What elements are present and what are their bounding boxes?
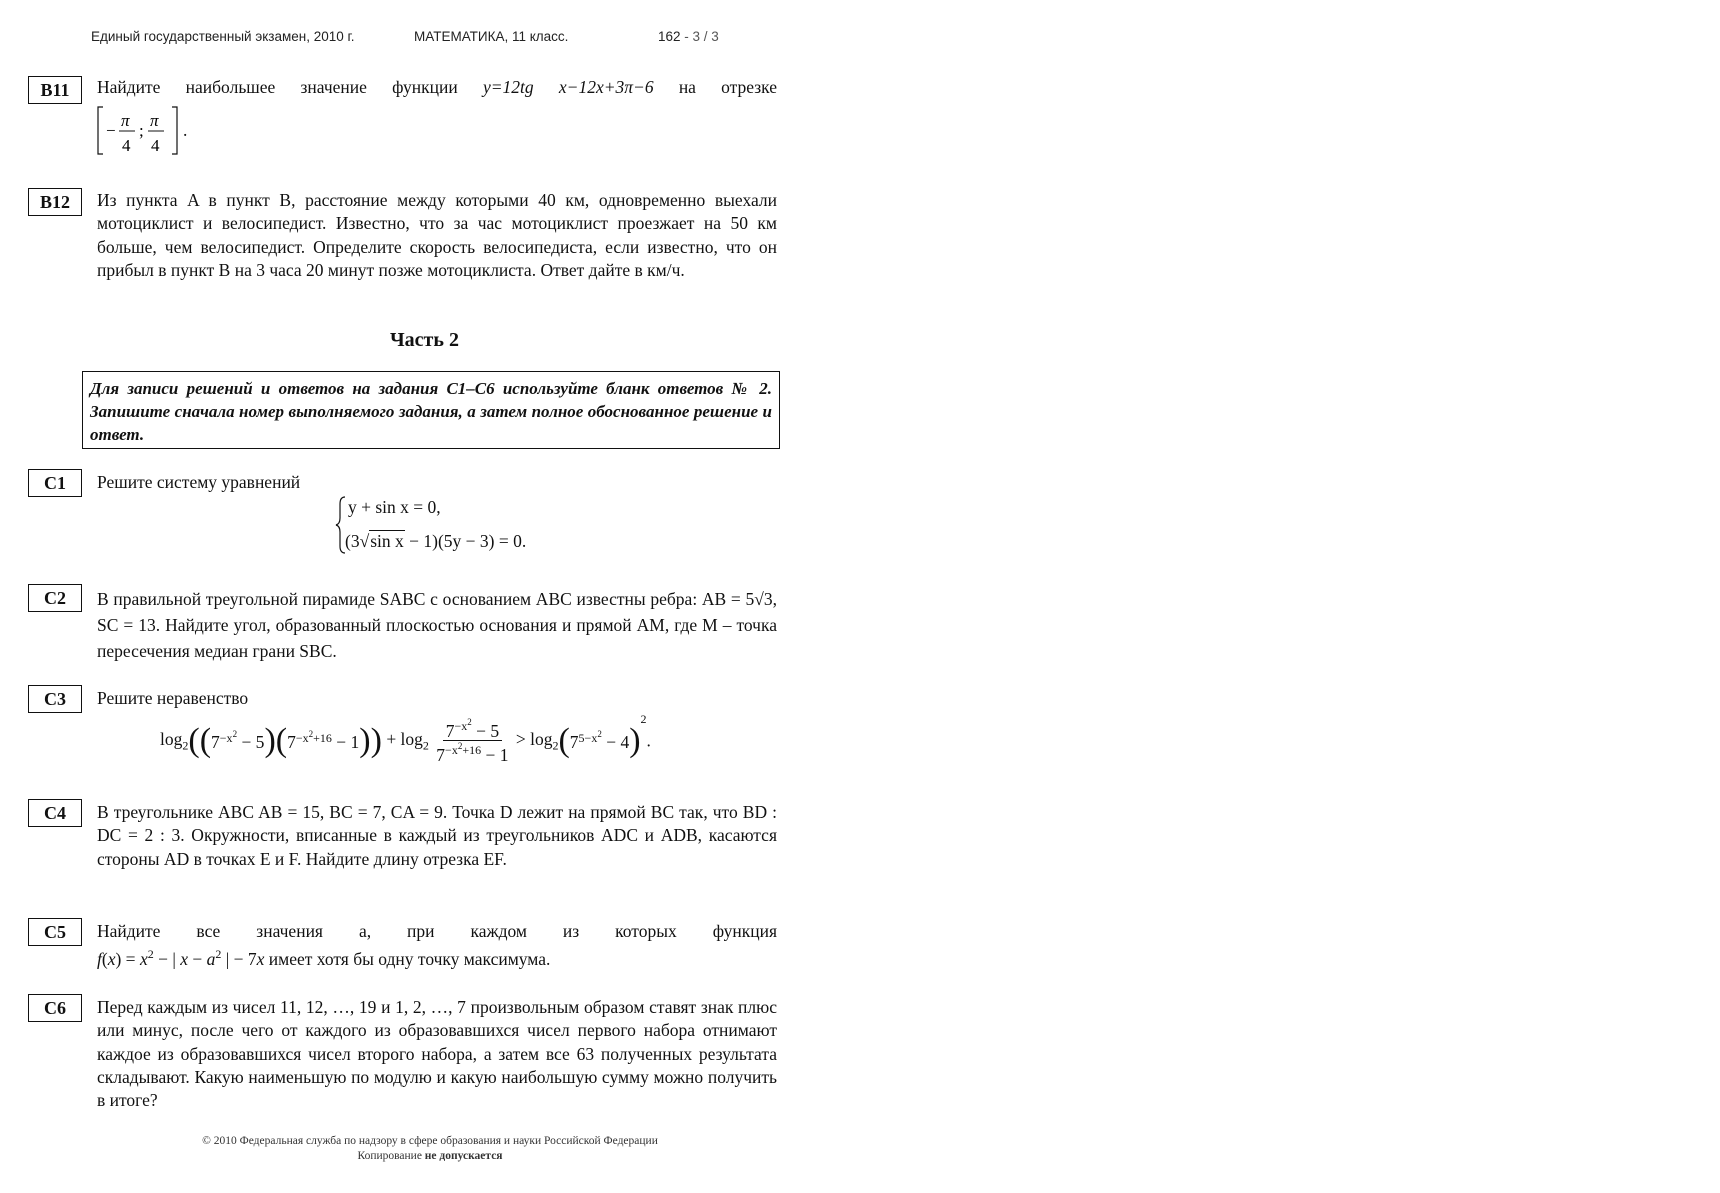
c3-inequality: $\log_2((7^{-x^2} - 5)(7^{-x^2+16} - 1)) + \log_2$ $\frac{7^{-x^2} - 5}{7^{-x^2+16} - 1}$ > $\log_2(7^{5-x^2} - 4)^2$. <box>160 712 651 766</box>
task-b12-text: Из пункта A в пункт B, расстояние между которыми 40 км, одновременно выехали мотоциклист и велосипедист. Известно, что за час мотоциклист проезжает на 50 км больше, чем велосипедист. Определите скорость велосипедиста, если известно, что он прибыл в пункт B на 3 часа 20 минут позже мотоциклиста. Ответ дайте в км/ч. <box>97 190 777 280</box>
c1-eq2-prefix: (3 <box>345 531 360 551</box>
footer-copy-bold: не допускается <box>424 1150 503 1162</box>
svg-text:−: − <box>106 121 116 140</box>
task-c6-text: Перед каждым из чисел 11, 12, …, 19 и 1, 2, …, 7 произвольным образом ставят знак плюс или минус, после чего от каждого из образовавшихся чисел первого набора отнимают каждое из образовавшихся чисел второго набора, а затем все 63 полученных результата складывают. Какую наименьшую по модулю и какую наибольшую сумму можно получить в итоге? <box>97 997 777 1111</box>
page-number: 162 <box>658 29 681 44</box>
task-label-c2: C2 <box>28 584 82 612</box>
c5-line2: $f(x) = x^2$ − | $x - a^2$ | − 7x имеет хотя бы одну точку максимума. <box>97 947 551 969</box>
task-c5-line1: Найдите все значения a, при каждом из которых функция <box>97 921 777 941</box>
task-label-b11: B11 <box>28 76 82 104</box>
task-c1-text: Решите систему уравнений <box>97 472 301 492</box>
footer-copy-prefix: Копирование <box>357 1150 425 1162</box>
task-label-c3: C3 <box>28 685 82 713</box>
b11-tail: на отрезке <box>678 77 778 97</box>
header-subject: МАТЕМАТИКА, 11 класс. <box>414 29 569 44</box>
c5-line2-tail: имеет хотя бы одну точку максимума. <box>268 948 551 969</box>
b11-interval-end: . <box>183 120 188 140</box>
svg-text:4: 4 <box>122 136 131 155</box>
part-title: Часть 2 <box>390 329 459 351</box>
task-label-b12: B12 <box>28 188 82 216</box>
header-page <box>658 29 719 44</box>
task-label-c6: C6 <box>28 994 82 1022</box>
task-label-c5: C5 <box>28 918 82 946</box>
svg-text:4: 4 <box>151 136 160 155</box>
svg-text:π: π <box>150 111 159 130</box>
instructions-box: Для записи решений и ответов на задания С1–С6 используйте бланк ответов № 2. Запишите сначала номер выполняемого задания, а затем полное обоснованное решение и ответ. <box>82 371 780 449</box>
c1-eq2-root: sin x <box>370 531 404 551</box>
b11-formula: y=12tg x−12x+3π−6 <box>482 77 654 97</box>
b11-interval-brackets <box>97 104 187 156</box>
c1-equation-2: (3√sin x − 1)(5y − 3) = 0. <box>345 531 527 551</box>
task-c3-text: Решите неравенство <box>97 688 249 708</box>
task-c4-text: В треугольнике ABC AB = 15, BC = 7, CA = 9. Точка D лежит на прямой BC так, что BD : DC = 2 : 3. Окружности, вписанные в каждый из треугольников ADC и ADB, касаются стороны AD в точках E и F. Найдите длину отрезка EF. <box>97 802 777 869</box>
task-c2-text: В правильной треугольной пирамиде SABC с основанием ABC известны ребра: AB = 5√3, SC = 13. Найдите угол, образованный плоскостью основания и прямой AM, где M – точка пересечения медиан грани SBC. <box>97 589 777 661</box>
header-exam: Единый государственный экзамен, 2010 г. <box>91 29 355 44</box>
task-b11-line1 <box>97 76 777 99</box>
footer-copy-notice <box>0 1150 860 1162</box>
footer-copyright: © 2010 Федеральная служба по надзору в сфере образования и науки Российской Федерации <box>202 1135 658 1147</box>
task-label-c4: C4 <box>28 799 82 827</box>
task-label-c1: C1 <box>28 469 82 497</box>
c1-eq2-suffix: − 1)(5y − 3) = 0. <box>404 531 527 551</box>
svg-text:π: π <box>121 111 130 130</box>
page-count: - 3 / 3 <box>680 29 719 44</box>
c1-equation-1: y + sin x = 0, <box>348 497 441 517</box>
svg-text:;: ; <box>139 121 144 140</box>
b11-text: Найдите наибольшее значение функции <box>97 77 458 97</box>
